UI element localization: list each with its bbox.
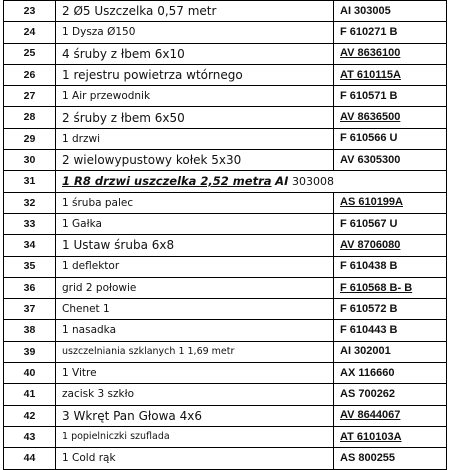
part-code-text: AV 8706080 [340,238,401,251]
part-code [334,107,447,128]
table-row [4,64,447,85]
table-row [4,86,447,107]
part-description: 1 Air przewodnik [56,86,334,107]
part-description: 2 śruby z łbem 6x50 [56,107,334,128]
part-code-text: F 610568 B- B [340,281,413,294]
row-number: 44 [4,448,56,469]
table-row [4,299,447,320]
part-code: F 610571 B [334,86,447,107]
part-description: 1 Dysza Ø150 [56,22,334,43]
row-number: 38 [4,320,56,341]
part-code-text: AV 8636100 [340,47,401,60]
table-row [4,426,447,447]
table-row [4,341,447,362]
part-description: Chenet 1 [56,299,334,320]
part-description: 1 Gałka [56,213,334,234]
part-code: AX 116660 [334,363,447,384]
part-code: AS 800255 [334,448,447,469]
part-description: 1 rejestru powietrza wtórnego [56,64,334,85]
row-number: 28 [4,107,56,128]
part-code: AV 6305300 [334,150,447,171]
row-number: 23 [4,1,56,22]
row-number: 25 [4,43,56,64]
part-code [334,235,447,256]
row-number: 32 [4,192,56,213]
part-code-text: AT 610103A [340,430,402,443]
table-row [4,213,447,234]
row-number: 36 [4,277,56,298]
row-number: 41 [4,384,56,405]
table-row [4,363,447,384]
part-code-text: AV 8636500 [340,111,401,124]
part-code: AI 302001 [334,341,447,362]
part-code-number: 303008 [292,174,335,188]
table-row [4,150,447,171]
part-description: 1 popielniczki szuflada [56,426,334,447]
part-description: 1 R8 drzwi uszczelka 2,52 metra [62,173,272,188]
table-row [4,405,447,426]
part-code: F 610567 U [334,213,447,234]
part-code [334,192,447,213]
row-number: 37 [4,299,56,320]
table-row [4,320,447,341]
merged-description [56,171,447,192]
row-number: 39 [4,341,56,362]
row-number: 42 [4,405,56,426]
part-description: 1 śruba palec [56,192,334,213]
part-description: 1 drzwi [56,128,334,149]
part-code: F 610438 B [334,256,447,277]
table-row [4,192,447,213]
part-description: grid 2 połowie [56,277,334,298]
table-row [4,256,447,277]
part-code: F 610572 B [334,299,447,320]
part-code [334,43,447,64]
part-description: 1 Cold rąk [56,448,334,469]
part-code: F 610566 U [334,128,447,149]
row-number: 27 [4,86,56,107]
part-description: 1 Ustaw śruba 6x8 [56,235,334,256]
table-row [4,22,447,43]
table-row [4,235,447,256]
part-code-text: AV 8644067 [340,409,401,422]
table-row [4,171,447,192]
row-number: 31 [4,171,56,192]
part-code: AS 700262 [334,384,447,405]
part-description: 2 Ø5 Uszczelka 0,57 metr [56,1,334,22]
part-description: uszczelniania szklanych 1 1,69 metr [56,341,334,362]
table-row [4,448,447,469]
part-code [334,426,447,447]
part-code-prefix: AI [275,173,289,188]
row-number: 40 [4,363,56,384]
part-code [334,277,447,298]
row-number: 43 [4,426,56,447]
table-row [4,43,447,64]
row-number: 30 [4,150,56,171]
part-code: F 610271 B [334,22,447,43]
part-code: F 610443 B [334,320,447,341]
part-description: 1 nasadka [56,320,334,341]
row-number: 26 [4,64,56,85]
part-description: zacisk 3 szkło [56,384,334,405]
table-row [4,277,447,298]
table-row [4,1,447,22]
part-description: 1 Vitre [56,363,334,384]
row-number: 35 [4,256,56,277]
part-code-text: AT 610115A [340,68,401,81]
part-code-text: AS 610199A [340,196,403,209]
part-code [334,405,447,426]
row-number: 33 [4,213,56,234]
part-description: 1 deflektor [56,256,334,277]
row-number: 34 [4,235,56,256]
part-description: 4 śruby z łbem 6x10 [56,43,334,64]
part-description: 3 Wkręt Pan Głowa 4x6 [56,405,334,426]
table-row [4,384,447,405]
parts-table [3,0,447,470]
part-code [334,64,447,85]
table-row [4,107,447,128]
row-number: 24 [4,22,56,43]
part-code: AI 303005 [334,1,447,22]
row-number: 29 [4,128,56,149]
part-description: 2 wielowypustowy kołek 5x30 [56,150,334,171]
table-row [4,128,447,149]
